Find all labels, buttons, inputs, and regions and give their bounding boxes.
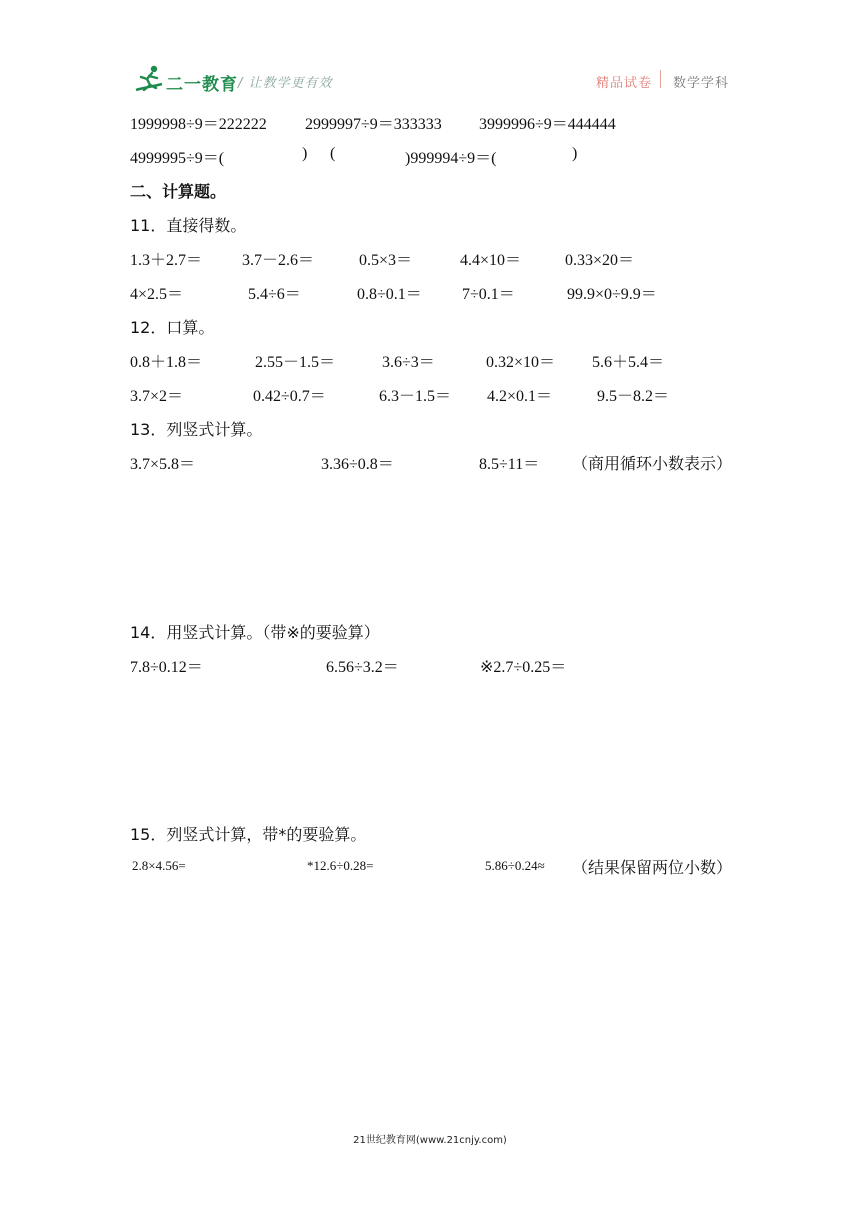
arith-item: 3.7×2＝: [130, 388, 184, 405]
arith-item: 0.42÷0.7＝: [253, 388, 326, 405]
vertical-calc-item: 8.5÷11＝: [479, 456, 540, 473]
question-title: 12．口算。: [130, 318, 215, 337]
header-divider: [660, 70, 661, 88]
question-title: 15．列竖式计算，带*的要验算。: [130, 825, 367, 844]
pattern-item: 2999997÷9＝333333: [305, 116, 442, 133]
page-footer: 21世纪教育网(www.21cnjy.com): [353, 1135, 507, 1146]
vertical-calc-item: 3.7×5.8＝: [130, 456, 196, 473]
vertical-calc-item: 7.8÷0.12＝: [130, 659, 203, 676]
question-title: 11．直接得数。: [130, 216, 247, 235]
arith-item: 3.7－2.6＝: [242, 252, 315, 269]
arith-item: 2.55－1.5＝: [255, 354, 336, 371]
arith-item: 9.5－8.2＝: [597, 388, 670, 405]
vertical-calc-item: 5.86÷0.24≈: [485, 858, 545, 873]
arith-item: 7÷0.1＝: [462, 286, 515, 303]
pattern-blank-item: ): [572, 145, 578, 162]
section-title: 二、计算题。: [130, 182, 227, 201]
arith-item: 6.3－1.5＝: [379, 388, 452, 405]
arith-item: 0.33×20＝: [565, 252, 635, 269]
pattern-blank-item: (: [330, 145, 336, 162]
arith-item: 4×2.5＝: [130, 286, 184, 303]
pattern-blank-item: )999994÷9＝(: [405, 150, 497, 167]
arith-item: 0.32×10＝: [486, 354, 556, 371]
header-subject: 数学学科: [673, 76, 730, 91]
question-title: 14．用竖式计算。（带※的要验算）: [130, 623, 380, 642]
arith-item: 0.8÷0.1＝: [357, 286, 422, 303]
vertical-calc-item: *12.6÷0.28=: [307, 858, 374, 873]
vertical-calc-item: 3.36÷0.8＝: [321, 456, 394, 473]
arith-item: 5.6＋5.4＝: [592, 354, 665, 371]
logo-name: 二一教育: [166, 75, 238, 95]
vertical-calc-item: ※2.7÷0.25＝: [480, 659, 567, 676]
pattern-blank-item: 4999995÷9＝(: [130, 150, 225, 167]
instruction-note: （商用循环小数表示）: [572, 454, 733, 473]
header-tag: 精品试卷: [596, 76, 653, 91]
arith-item: 0.8＋1.8＝: [130, 354, 203, 371]
header-logo: [132, 64, 342, 96]
logo-slogan: / 让教学更有效: [238, 76, 333, 91]
question-title: 13．列竖式计算。: [130, 420, 263, 439]
vertical-calc-item: 2.8×4.56=: [132, 858, 186, 873]
arith-item: 3.6÷3＝: [382, 354, 435, 371]
pattern-item: 1999998÷9＝222222: [130, 116, 267, 133]
vertical-calc-item: 6.56÷3.2＝: [326, 659, 399, 676]
arith-item: 0.5×3＝: [359, 252, 413, 269]
instruction-note: （结果保留两位小数）: [572, 858, 733, 877]
arith-item: 4.2×0.1＝: [487, 388, 553, 405]
arith-item: 4.4×10＝: [460, 252, 522, 269]
arith-item: 5.4÷6＝: [248, 286, 301, 303]
pattern-item: 3999996÷9＝444444: [479, 116, 616, 133]
arith-item: 99.9×0÷9.9＝: [567, 286, 657, 303]
runner-logo-icon: [132, 64, 166, 94]
arith-item: 1.3＋2.7＝: [130, 252, 203, 269]
pattern-blank-item: ): [302, 145, 308, 162]
